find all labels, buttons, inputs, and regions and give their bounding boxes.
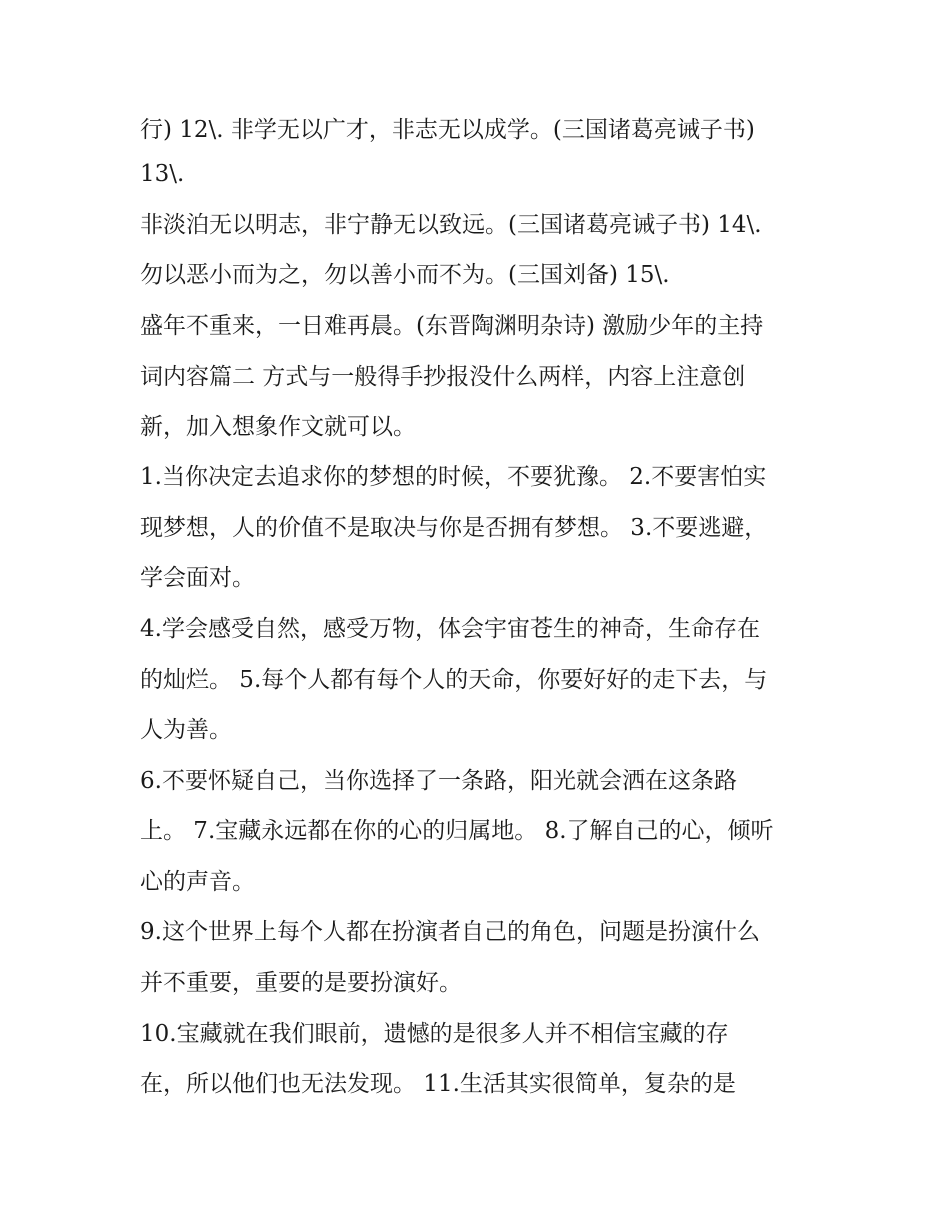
text-line-13: 人为善。: [140, 717, 232, 743]
text-line-17: 9.这个世界上每个人都在扮演者自己的角色，问题是扮演什么: [140, 919, 760, 945]
text-line-2: 13\.: [140, 161, 185, 187]
text-line-6: 词内容篇二 方式与一般得手抄报没什么两样，内容上注意创: [140, 364, 746, 390]
text-line-18: 并不重要，重要的是要扮演好。: [140, 970, 462, 996]
text-line-12: 的灿烂。 5.每个人都有每个人的天命，你要好好的走下去，与: [140, 667, 768, 693]
text-line-7: 新，加入想象作文就可以。: [140, 414, 416, 440]
text-line-9: 现梦想，人的价值不是取决与你是否拥有梦想。 3.不要逃避，: [140, 515, 768, 541]
text-line-11: 4.学会感受自然，感受万物，体会宇宙苍生的神奇，生命存在: [140, 616, 760, 642]
text-line-3: 非淡泊无以明志，非宁静无以致远。(三国诸葛亮诫子书) 14\.: [140, 212, 762, 238]
text-line-4: 勿以恶小而为之，勿以善小而不为。(三国刘备) 15\.: [140, 262, 670, 288]
text-line-14: 6.不要怀疑自己，当你选择了一条路，阳光就会洒在这条路: [140, 768, 737, 794]
text-line-15: 上。 7.宝藏永远都在你的心的归属地。 8.了解自己的心，倾听: [140, 818, 774, 844]
text-line-10: 学会面对。: [140, 565, 255, 591]
text-line-5: 盛年不重来，一日难再晨。(东晋陶渊明杂诗) 激励少年的主持: [140, 313, 764, 339]
text-line-19: 10.宝藏就在我们眼前，遗憾的是很多人并不相信宝藏的存: [140, 1021, 729, 1047]
text-line-1: 行) 12\. 非学无以广才，非志无以成学。(三国诸葛亮诫子书): [140, 117, 755, 143]
text-line-20: 在，所以他们也无法发现。 11.生活其实很简单，复杂的是: [140, 1071, 736, 1097]
text-line-16: 心的声音。: [140, 869, 255, 895]
text-line-8: 1.当你决定去追求你的梦想的时候，不要犹豫。 2.不要害怕实: [140, 464, 767, 490]
